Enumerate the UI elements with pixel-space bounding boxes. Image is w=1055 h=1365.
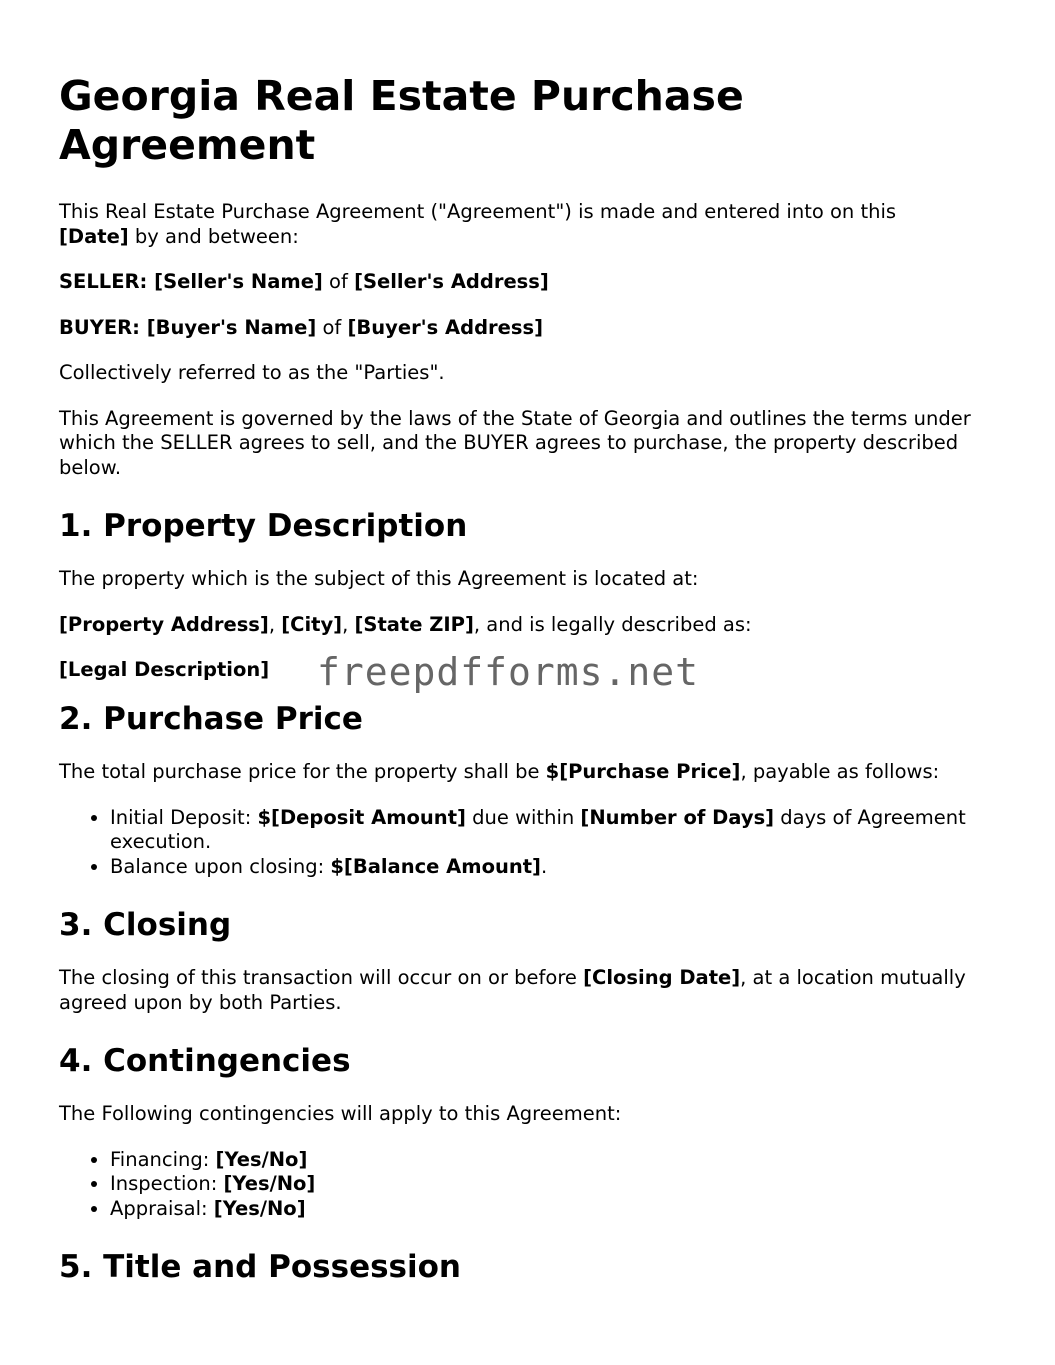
section-3-text [59,966,1009,1015]
purchase-price-placeholder: $[Purchase Price] [545,760,741,783]
deposit-mid: due within [465,805,581,829]
seller-of: of [322,270,355,293]
contingency-label: Appraisal: [110,1196,214,1220]
closing-text: The closing of this transaction will occur on or before [59,966,584,989]
section-5-heading: 5. Title and Possession [59,1249,461,1285]
deposit-lead: Initial Deposit: [110,805,258,829]
list-item [110,806,1009,855]
separator: , [268,612,282,636]
intro-text: This Real Estate Purchase Agreement ("Agreement") is made and entered into on this [59,200,897,223]
section-4-text: The Following contingencies will apply to this Agreement: [59,1102,622,1125]
payment-list [59,806,1009,880]
price-text: The total purchase price for the property shall be [59,760,546,783]
balance-lead: Balance upon closing: [110,854,331,878]
section-4-heading: 4. Contingencies [59,1043,351,1079]
closing-text-tail: , at a location mutually agreed upon by both Parties. [59,966,966,1014]
seller-address-placeholder: [Seller's Address] [354,270,549,293]
property-address-placeholder: [Property Address] [59,612,269,636]
buyer-label: BUYER: [59,315,140,339]
buyer-address-placeholder: [Buyer's Address] [347,315,544,339]
section-2-heading: 2. Purchase Price [59,701,363,737]
governing-paragraph: This Agreement is governed by the laws of the State of Georgia and outlines the terms under which the SELLER agrees to sell, and the BUYER agrees to purchase, the property described below. [59,406,971,479]
closing-date-placeholder: [Closing Date] [583,966,741,989]
deposit-tail: days of Agreement execution. [110,805,966,853]
contingency-value: [Yes/No] [213,1196,306,1220]
document-page [59,72,1009,1308]
state-zip-placeholder: [State ZIP] [354,612,474,636]
number-of-days-placeholder: [Number of Days] [580,805,775,829]
intro-text-tail: by and between: [128,224,299,248]
contingency-value: [Yes/No] [223,1172,316,1195]
balance-tail: . [540,854,548,878]
balance-amount-placeholder: $[Balance Amount] [330,854,541,878]
section-2-text [59,760,1009,785]
buyer-line [59,316,1009,341]
property-address-line [59,613,1009,638]
price-text-tail: , payable as follows: [740,760,940,783]
contingency-label: Financing: [110,1147,216,1171]
separator: , [342,612,355,636]
deposit-amount-placeholder: $[Deposit Amount] [257,805,466,829]
section-3-heading: 3. Closing [59,907,232,943]
section-1-heading: 1. Property Description [59,508,468,544]
list-item [110,1172,1009,1197]
seller-label: SELLER: [59,270,148,293]
list-item [110,1197,1009,1222]
date-placeholder: [Date] [59,224,129,248]
property-address-tail: , and is legally described as: [473,612,752,636]
collectively-paragraph: Collectively referred to as the "Parties". [59,361,445,384]
buyer-name-placeholder: [Buyer's Name] [146,315,317,339]
seller-line [59,270,1009,295]
seller-name-placeholder: [Seller's Name] [154,270,323,293]
buyer-of: of [316,315,348,339]
city-placeholder: [City] [281,612,343,636]
section-1-text: The property which is the subject of this Agreement is located at: [59,567,699,590]
contingency-label: Inspection: [110,1172,224,1195]
list-item [110,855,1009,880]
intro-paragraph [59,200,1009,249]
list-item [110,1148,1009,1173]
document-title: Georgia Real Estate Purchase Agreement [59,72,744,169]
contingency-value: [Yes/No] [215,1147,308,1171]
legal-description-placeholder: [Legal Description] [59,658,270,681]
legal-description-row [59,650,1009,698]
contingencies-list [59,1148,1009,1222]
watermark: freepdfforms.net [317,650,700,694]
